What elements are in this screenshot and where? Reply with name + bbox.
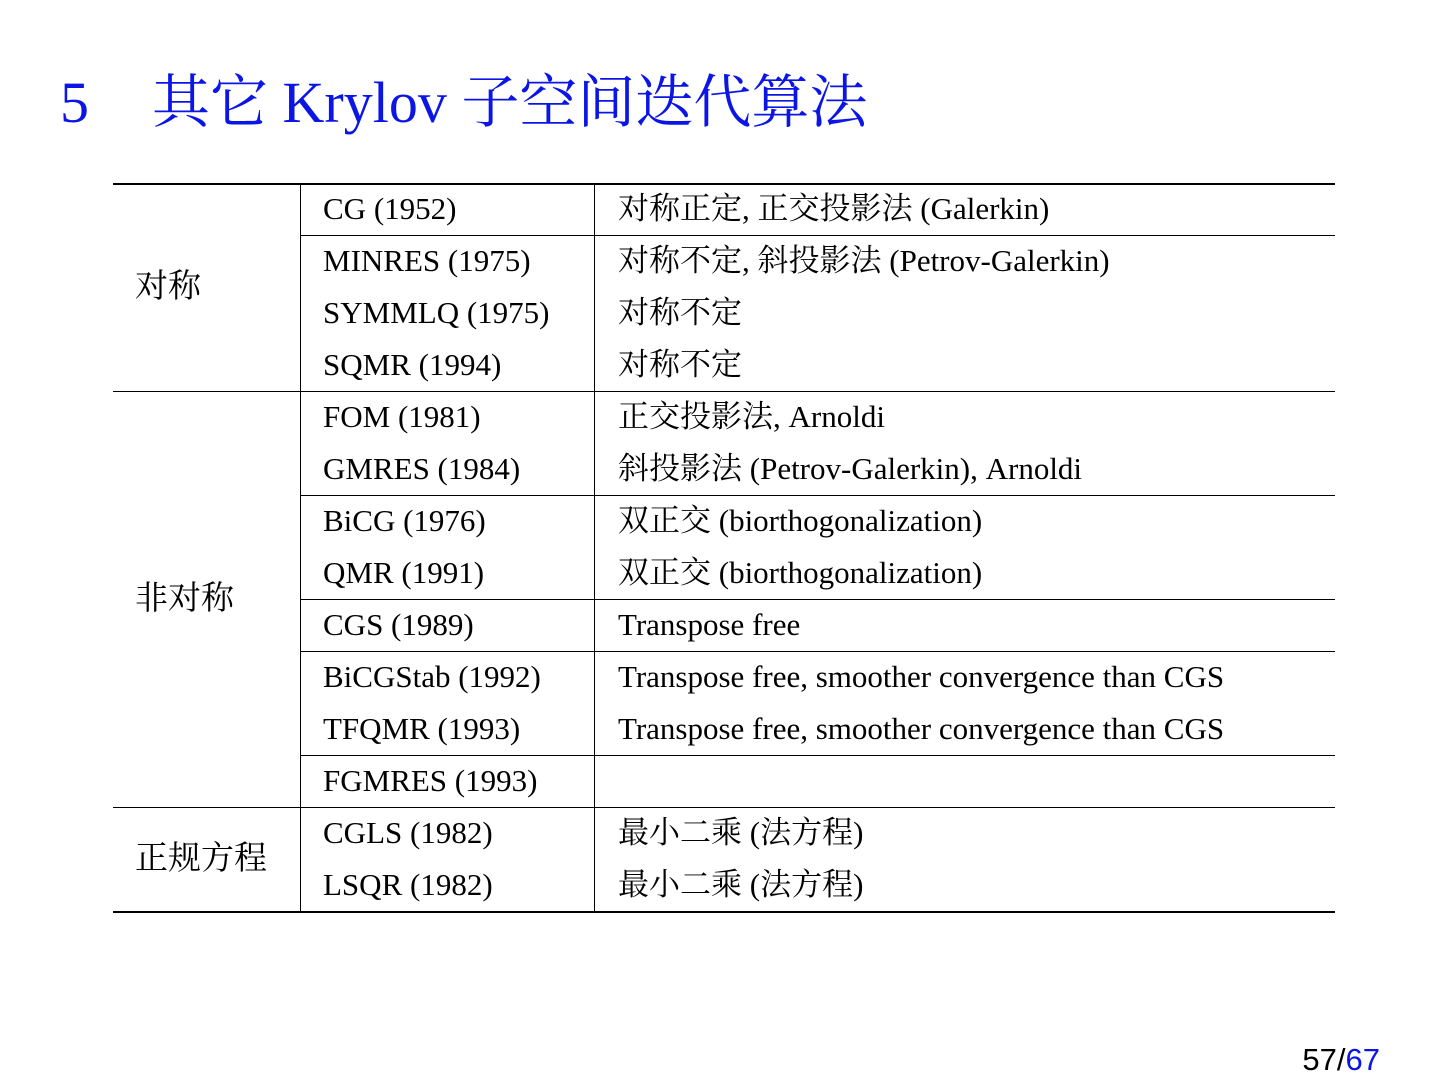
description-cell: 双正交 (biorthogonalization) xyxy=(618,555,983,590)
description-cell: 对称正定, 正交投影法 (Galerkin) xyxy=(618,191,1050,226)
method-cell: BiCGStab (1992) xyxy=(323,659,541,694)
page-total: 67 xyxy=(1345,1042,1380,1077)
method-cell: BiCG (1976) xyxy=(323,503,486,538)
slide-title xyxy=(60,68,867,138)
page-separator: / xyxy=(1336,1042,1346,1077)
description-cell: 双正交 (biorthogonalization) xyxy=(618,503,983,538)
description-cell: 最小二乘 (法方程) xyxy=(618,815,864,850)
algorithm-table xyxy=(113,183,1335,911)
description-cell: Transpose free, smoother convergence than CGS xyxy=(618,659,1225,694)
method-cell: CGLS (1982) xyxy=(323,815,493,850)
description-cell: 最小二乘 (法方程) xyxy=(618,867,864,902)
method-cell: QMR (1991) xyxy=(323,555,485,590)
table-bottom-rule xyxy=(113,911,1335,913)
method-cell: FOM (1981) xyxy=(323,399,481,434)
method-cell: CGS (1989) xyxy=(323,607,474,642)
description-cell: 斜投影法 (Petrov-Galerkin), Arnoldi xyxy=(618,451,1083,486)
method-cell: SQMR (1994) xyxy=(323,347,502,382)
description-cell: 正交投影法, Arnoldi xyxy=(618,399,885,434)
method-cell: CG (1952) xyxy=(323,191,457,226)
method-cell: GMRES (1984) xyxy=(323,451,521,486)
method-cell: SYMMLQ (1975) xyxy=(323,295,550,330)
description-cell: 对称不定 xyxy=(618,295,742,330)
title-text: 其它 Krylov 子空间迭代算法 xyxy=(152,70,868,135)
column-divider xyxy=(300,183,301,911)
section-number: 5 xyxy=(60,70,89,135)
page-current: 57 xyxy=(1302,1042,1337,1077)
method-cell: FGMRES (1993) xyxy=(323,763,538,798)
description-cell: Transpose free xyxy=(618,607,801,642)
method-cell: LSQR (1982) xyxy=(323,867,493,902)
page-indicator xyxy=(1302,1040,1380,1080)
group-label: 对称 xyxy=(135,269,201,305)
description-cell: 对称不定 xyxy=(618,347,742,382)
column-divider xyxy=(594,183,595,911)
group-label: 非对称 xyxy=(135,581,234,617)
group-label: 正规方程 xyxy=(135,841,267,877)
method-cell: MINRES (1975) xyxy=(323,243,531,278)
description-cell: Transpose free, smoother convergence than CGS xyxy=(618,711,1225,746)
description-cell: 对称不定, 斜投影法 (Petrov-Galerkin) xyxy=(618,243,1110,278)
method-cell: TFQMR (1993) xyxy=(323,711,521,746)
